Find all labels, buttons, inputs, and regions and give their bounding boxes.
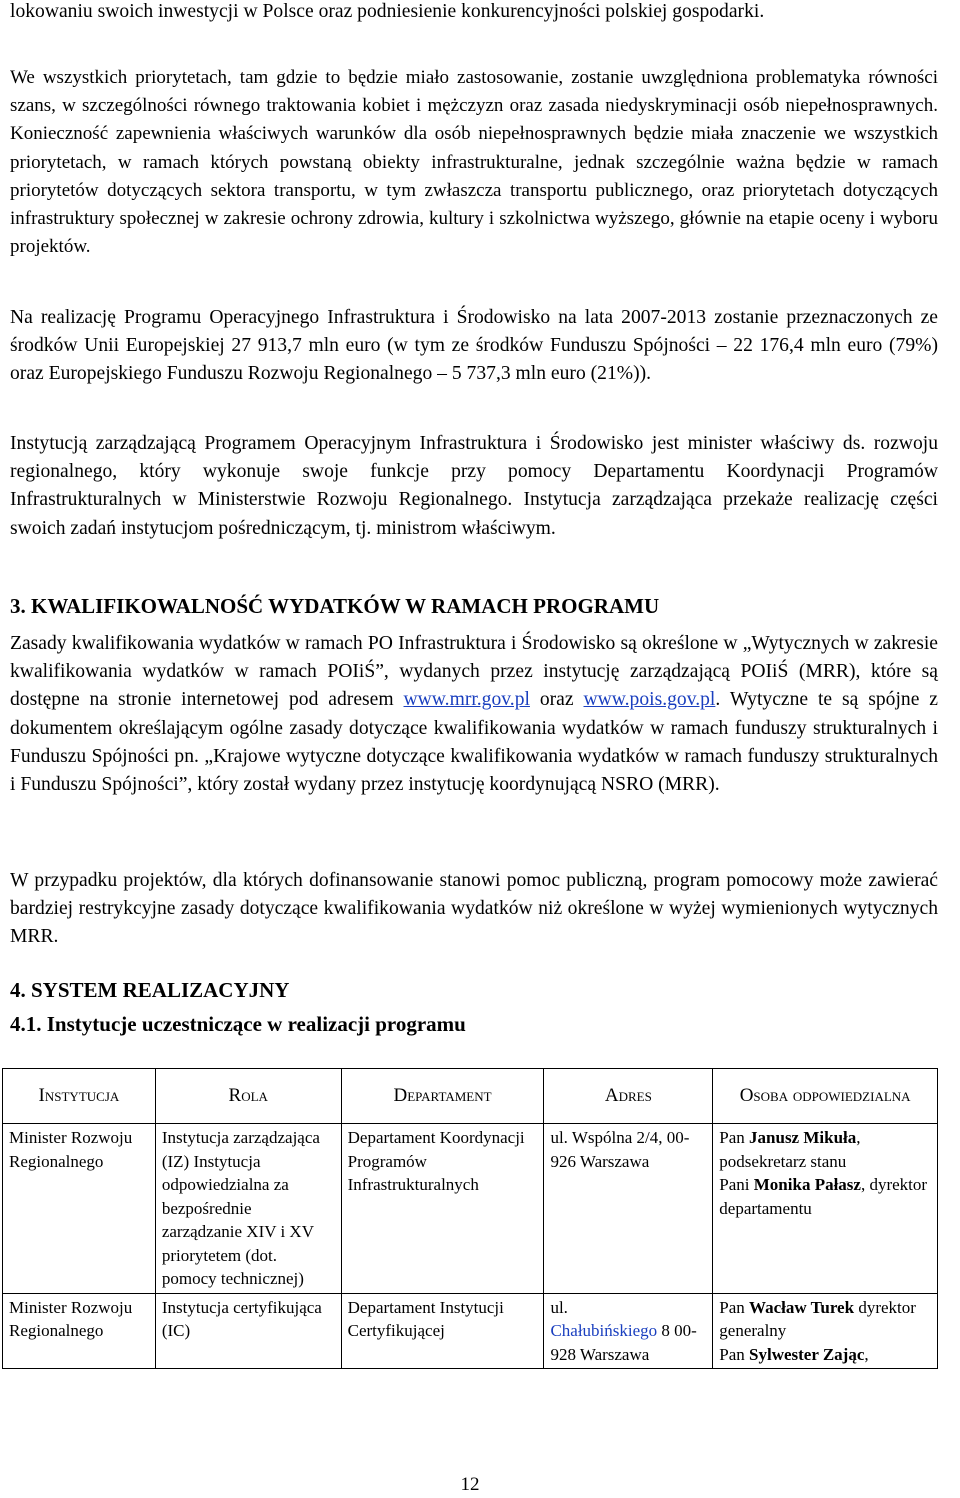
section-heading-eligibility: 3. KWALIFIKOWALNOŚĆ WYDATKÓW W RAMACH PROGRAMU [10, 594, 660, 618]
person-role: , dyrektor departamentu [719, 1175, 928, 1218]
paragraph-managing-authority: Instytucją zarządzającą Programem Operacyjnym Infrastruktura i Środowisko jest minister właściwy ds. rozwoju regionalnego, który wykonuje swoje funkcje przy pomocy Departamentu Koordynacji Programów Infrastrukturalnych w Ministerstwie Rozwoju Regionalnego. Instytucja zarządzająca przekaże realizację części swoich zadań instytucjom pośredniczącym, tj. ministrom właściwym. [10, 433, 938, 539]
section-heading-system: 4. SYSTEM REALIZACYJNY [10, 978, 290, 1002]
paragraph-state-aid: W przypadku projektów, dla których dofinansowanie stanowi pomoc publiczną, program pomocowy może zawierać bardziej restrykcyjne zasady dotyczące kwalifikowania wydatków niż określone w wyżej wymienionych wytycznych MRR. [10, 870, 938, 948]
cell-adres: ul. Wspólna 2/4, 00-926 Warszawa [544, 1124, 713, 1294]
column-header-adres: Adres [544, 1069, 713, 1124]
institutions-table [2, 1068, 938, 1369]
paragraph-investments: lokowaniu swoich inwestycji w Polsce oraz podniesienie konkurencyjności polskiej gospodarki. [10, 1, 765, 22]
person-name: Monika Pałasz [753, 1175, 861, 1194]
address-street: Chałubińskiego [550, 1321, 658, 1340]
cell-departament: Departament Instytucji Certyfikującej [341, 1293, 544, 1369]
table-row [3, 1124, 938, 1294]
cell-osoba [713, 1293, 938, 1369]
column-header-instytucja: Instytucja [3, 1069, 156, 1124]
column-header-osoba: Osoba odpowiedzialna [713, 1069, 938, 1124]
person-role: , [864, 1344, 869, 1364]
cell-rola: Instytucja zarządzająca (IZ) Instytucja odpowiedzialna za bezpośrednie zarządzanie XIV i XV priorytetem (dot. pomocy technicznej) [155, 1124, 341, 1294]
column-header-rola: Rola [155, 1069, 341, 1124]
person-name: Wacław Turek [749, 1297, 855, 1317]
column-header-departament: Departament [341, 1069, 544, 1124]
cell-instytucja: Minister Rozwoju Regionalnego [3, 1293, 156, 1369]
cell-adres [544, 1293, 713, 1369]
paragraph-eligibility-rules [10, 630, 938, 799]
cell-rola: Instytucja certyfikująca (IC) [155, 1293, 341, 1369]
link-pois[interactable]: www.pois.gov.pl [583, 689, 716, 711]
person-role: , podsekretarz stanu [719, 1128, 861, 1171]
person-prefix: Pan [719, 1128, 750, 1147]
table-header-row [3, 1069, 938, 1124]
address-street-prefix: ul. [550, 1297, 568, 1317]
eligibility-text-b: . Wytyczne te są spójne z dokumentem określającym ogólne zasady dotyczące kwalifikowania wydatków w ramach funduszy strukturalnych i Funduszu Spójności pn. „Krajowe wytyczne dotyczące kwalifikowania wydatków w ramach funduszy strukturalnych i Funduszu Spójności”, który został wydany przez instytucję koordynującą NSRO (MRR). [10, 689, 939, 796]
eligibility-text-mid: oraz [529, 689, 584, 711]
paragraph-funding: Na realizację Programu Operacyjnego Infrastruktura i Środowisko na lata 2007-2013 zostanie przeznaczonych ze środków Unii Europejskiej 27 913,7 mln euro (w tym ze środków Funduszu Spójności – 22 176,4 mln euro (79%) oraz Europejskiego Funduszu Rozwoju Regionalnego – 5 737,3 mln euro (21%)). [10, 307, 938, 385]
person-prefix: Pan [719, 1297, 750, 1317]
address-rest: 8 00-928 Warszawa [550, 1321, 697, 1364]
person-name: Janusz Mikuła [749, 1128, 857, 1147]
person-prefix: Pan [719, 1344, 750, 1364]
person-prefix: Pani [719, 1175, 754, 1194]
cell-instytucja: Minister Rozwoju Regionalnego [3, 1124, 156, 1294]
eligibility-text-a: Zasady kwalifikowania wydatków w ramach PO Infrastruktura i Środowisko są określone w „Wytycznych w zakresie kwalifikowania wydatków w ramach POIiŚ”, wydanych przez instytucję zarządzającą POIiŚ (MRR), które są dostępne na stronie internetowej pod adresem [10, 633, 938, 711]
link-mrr[interactable]: www.mrr.gov.pl [403, 689, 530, 711]
person-role: dyrektor generalny [719, 1297, 916, 1340]
table-row [3, 1293, 938, 1369]
person-name: Sylwester Zając [749, 1344, 865, 1364]
cell-osoba [713, 1124, 938, 1294]
subsection-heading-institutions: 4.1. Instytucje uczestniczące w realizacji programu [10, 1012, 466, 1036]
cell-departament: Departament Koordynacji Programów Infrastrukturalnych [341, 1124, 544, 1294]
paragraph-equal-opportunities: We wszystkich priorytetach, tam gdzie to będzie miało zastosowanie, zostanie uwzględniona problematyka równości szans, w szczególności równego traktowania kobiet i mężczyzn oraz zasada niedyskryminacji osób niepełnosprawnych. Konieczność zapewnienia właściwych warunków dla osób niepełnosprawnych będzie miała znaczenie we wszystkich priorytetach, w ramach których powstaną obiekty infrastrukturalne, jednak szczególnie ważna będzie w ramach priorytetów dotyczących sektora transportu, w tym zwłaszcza transportu publicznego, oraz priorytetach dotyczących infrastruktury społecznej w zakresie ochrony zdrowia, kultury i szkolnictwa wyższego, głównie na etapie oceny i wyboru projektów. [10, 67, 938, 258]
page-number: 12 [460, 1474, 480, 1495]
